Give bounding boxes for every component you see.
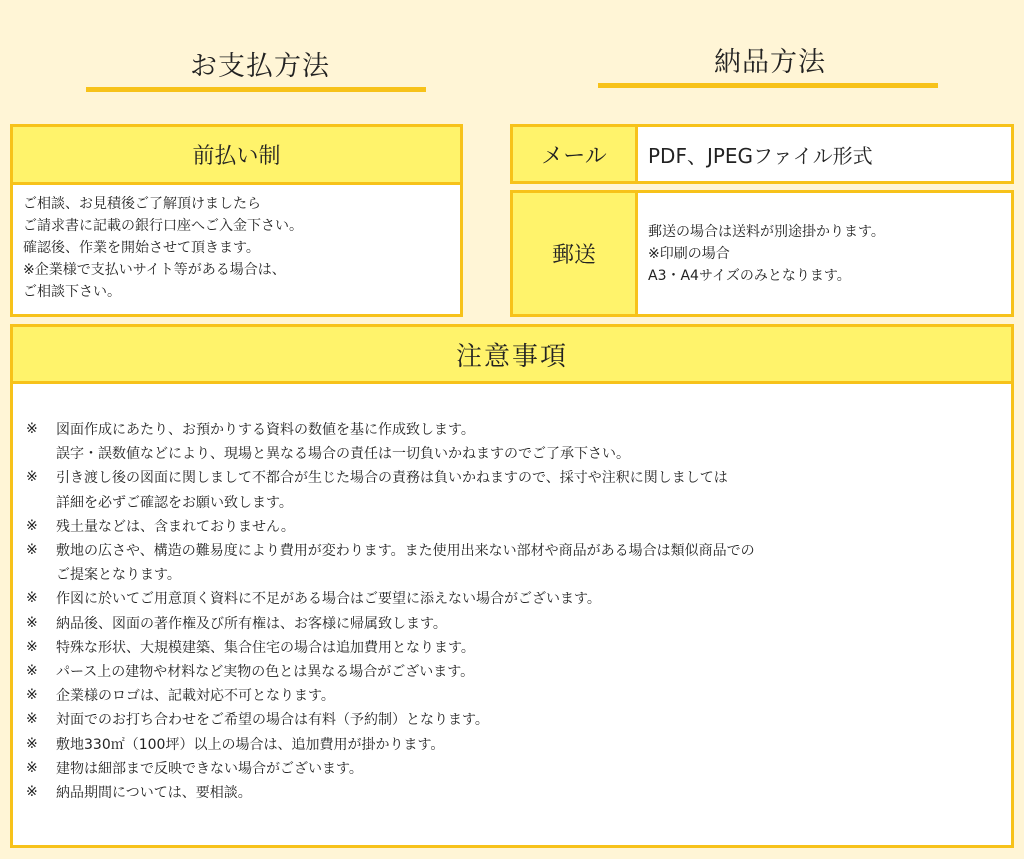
note-text: 特殊な形状、大規模建築、集合住宅の場合は追加費用となります。 (56, 639, 475, 656)
note-text: パース上の建物や材料など実物の色とは異なる場合がございます。 (56, 663, 475, 680)
delivery-row-text: ※印刷の場合 (648, 246, 730, 262)
note-mark: ※ (26, 662, 38, 679)
notes-title: 注意事項 (13, 327, 1011, 381)
note-item (13, 538, 1011, 562)
note-mark: ※ (26, 590, 38, 607)
note-item (13, 441, 1011, 465)
note-item (13, 731, 1011, 755)
note-mark: ※ (26, 614, 38, 631)
note-mark: ※ (26, 542, 38, 559)
note-mark: ※ (26, 421, 38, 438)
note-mark: ※ (26, 783, 38, 800)
note-text: 対面でのお打ち合わせをご希望の場合は有料（予約制）となります。 (56, 712, 489, 729)
payment-box-body (13, 182, 460, 314)
note-text: ご提案となります。 (56, 567, 181, 584)
note-text: 納品期間については、要相談。 (56, 784, 252, 801)
note-text: 敷地の広さや、構造の難易度により費用が変わります。また使用出来ない部材や商品がある場合は類似商品での (56, 543, 755, 560)
delivery-row-text: PDF、JPEGファイル形式 (648, 143, 873, 168)
payment-line: ご請求書に記載の銀行口座へご入金下さい。 (23, 218, 303, 234)
payment-line: 確認後、作業を開始させて頂きます。 (23, 240, 260, 256)
note-text: 誤字・誤数値などにより、現場と異なる場合の責任は一切負いかねますのでご了承下さい。 (56, 446, 630, 463)
note-text: 残土量などは、含まれておりません。 (56, 518, 295, 535)
note-text: 引き渡し後の図面に関しまして不都合が生じた場合の責務は負いかねますので、採寸や注釈に関しましては (56, 470, 728, 487)
payment-line: ※企業様で支払いサイト等がある場合は、 (23, 262, 286, 278)
note-item (13, 562, 1011, 586)
delivery-row-post (510, 190, 1014, 317)
note-mark: ※ (26, 735, 38, 752)
notes-body (13, 381, 1011, 845)
note-text: 納品後、図面の著作権及び所有権は、お客様に帰属致します。 (56, 615, 447, 632)
note-item (13, 465, 1011, 489)
payment-line: ご相談、お見積後ご了解頂けましたら (23, 196, 261, 212)
notes-box (10, 324, 1014, 848)
delivery-row-label: メール (513, 127, 638, 181)
payment-box-title: 前払い制 (13, 127, 460, 182)
note-mark: ※ (26, 759, 38, 776)
note-item (13, 611, 1011, 635)
payment-heading-underline (86, 87, 426, 92)
delivery-row-label: 郵送 (513, 193, 638, 314)
delivery-row-mail (510, 124, 1014, 184)
note-mark: ※ (26, 711, 38, 728)
delivery-heading: 納品方法 (714, 47, 826, 78)
note-text: 図面作成にあたり、お預かりする資料の数値を基に作成致します。 (56, 422, 475, 439)
delivery-row-value (638, 193, 1011, 314)
payment-box (10, 124, 463, 317)
note-item (13, 659, 1011, 683)
note-mark: ※ (26, 638, 38, 655)
delivery-row-text: A3・A4サイズのみとなります。 (648, 268, 851, 284)
delivery-row-value (638, 127, 1011, 181)
note-mark: ※ (26, 469, 38, 486)
note-item (13, 707, 1011, 731)
payment-heading: お支払方法 (190, 51, 330, 82)
note-item (13, 635, 1011, 659)
note-text: 建物は細部まで反映できない場合がございます。 (56, 760, 363, 777)
delivery-heading-underline (598, 83, 938, 88)
note-item (13, 586, 1011, 610)
note-item (13, 756, 1011, 780)
note-mark: ※ (26, 517, 38, 534)
note-text: 作図に於いてご用意頂く資料に不足がある場合はご要望に添えない場合がございます。 (56, 591, 601, 608)
note-item (13, 780, 1011, 804)
payment-line: ご相談下さい。 (23, 284, 121, 300)
note-text: 企業様のロゴは、記載対応不可となります。 (56, 688, 335, 705)
note-text: 詳細を必ずご確認をお願い致します。 (56, 494, 293, 511)
note-item (13, 490, 1011, 514)
note-item (13, 417, 1011, 441)
note-mark: ※ (26, 687, 38, 704)
note-item (13, 683, 1011, 707)
delivery-row-text: 郵送の場合は送料が別途掛かります。 (648, 224, 885, 240)
notes-list (13, 417, 1011, 804)
note-item (13, 514, 1011, 538)
note-text: 敷地330㎡（100坪）以上の場合は、追加費用が掛かります。 (56, 736, 445, 753)
